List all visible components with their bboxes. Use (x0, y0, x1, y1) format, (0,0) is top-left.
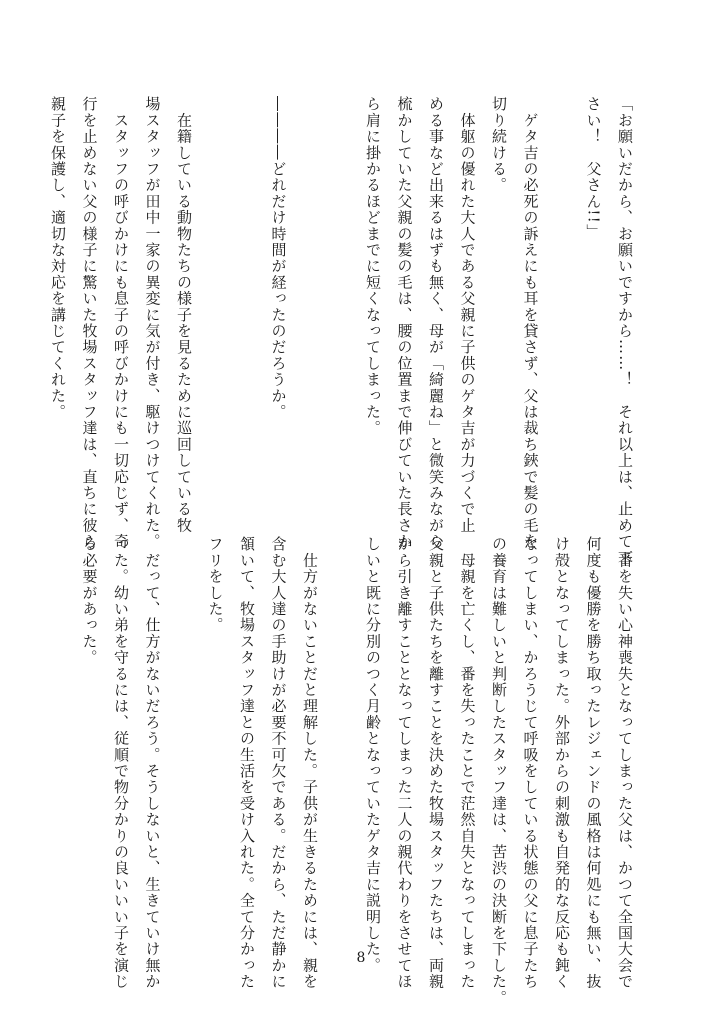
text-column: さい！ 父さん!!」 (584, 96, 603, 241)
text-column: 場スタッフが田中一家の異変に気が付き、駆けつけてくれた。 (143, 96, 162, 550)
scene-break-line: ――――どれだけ時間が経ったのだろうか。 (269, 96, 288, 420)
text-column: 親子を保護し、適切な対応を講じてくれた。 (49, 96, 67, 420)
blank-column (546, 96, 578, 518)
text-column: 行を止めない父の様子に驚いた牧場スタッフ達は、直ちに彼ら (80, 96, 99, 550)
blank-column (199, 96, 231, 518)
text-column: 在籍している動物たちの様子を見るために巡回している牧 (175, 96, 193, 534)
text-column: だって、仕方がないだろう。そうしないと、生きていけ無か (143, 536, 162, 990)
text-column: 母親を亡くし、番を失ったことで茫然自失となってしまった (458, 536, 477, 990)
text-column: スタッフの呼びかけにも息子の呼びかけにも一切応じず、奇 (112, 96, 130, 550)
text-column: 番を失い心神喪失となってしまった父は、かつて全国大会で (616, 536, 634, 990)
text-column: ゲタ吉の必死の訴えにも耳を貸さず、父は裁ち鋏で髪の毛を (521, 96, 540, 550)
text-column: から引き離すこととなってしまった二人の親代わりをさせてほ (395, 536, 414, 990)
text-column: の養育は難しいと判断したスタッフ達は、苦渋の決断を下した。 (490, 536, 508, 1006)
text-column: け殻となってしまった。外部からの刺激も自発的な反応も鈍く (553, 536, 571, 990)
text-column: める事など出来るはずも無く、母が「綺麗ね」と微笑みながら (427, 96, 445, 550)
blank-column (325, 96, 357, 518)
text-column: しいと既に分別のつく月齢となっていたゲタ吉に説明した。 (364, 536, 382, 974)
page-number: 8 (356, 950, 366, 966)
text-column: 父親と子供たちを離すことを決めた牧場スタッフたちは、両親 (427, 536, 445, 990)
blank-column (168, 536, 200, 958)
blank-column (294, 96, 326, 518)
text-column: なってしまい、かろうじて呼吸をしている状態の父に息子たち (521, 536, 540, 990)
text-column: る必要があった。 (80, 536, 99, 666)
text-column: 仕方がないことだと理解した。子供が生きるためには、親を (301, 536, 319, 990)
text-column: 何度も優勝を勝ち取ったレジェンドの風格は何処にも無い、抜 (584, 536, 603, 990)
upper-text-block (49, 96, 640, 566)
text-column: 「お願いだから、お願いですから……！ それ以上は、止めて下 (616, 96, 634, 566)
lower-text-block (80, 536, 640, 1006)
text-column: 体躯の優れた大人である父親に子供のゲタ吉が力づくで止 (458, 96, 477, 534)
blank-column (231, 96, 263, 518)
text-column: 頷いて、牧場スタッフ達との生活を受け入れた。全て分かった (238, 536, 256, 990)
text-column: ら肩に掛かるほどまでに短くなってしまった。 (364, 96, 382, 437)
text-column: った。幼い弟を守るには、従順で物分かりの良いいい子を演じ (112, 536, 130, 990)
text-column: 梳かしていた父親の髪の毛は、腰の位置まで伸びていた長さか (395, 96, 414, 550)
text-column: フリをした。 (206, 536, 225, 634)
blank-column (325, 536, 357, 958)
text-column: 切り続ける。 (490, 96, 508, 194)
text-column: 含む大人達の手助けが必要不可欠である。だから、ただ静かに (269, 536, 288, 990)
